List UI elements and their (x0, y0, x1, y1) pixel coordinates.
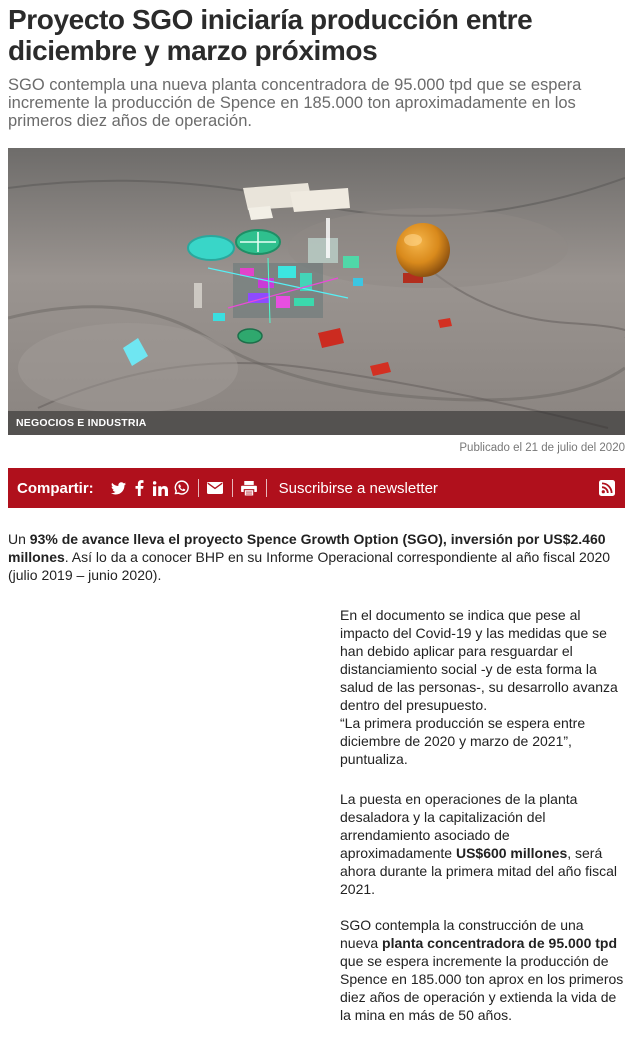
paragraph-concentrator (340, 916, 625, 1024)
category-tag[interactable]: NEGOCIOS E INDUSTRIA (8, 411, 625, 435)
divider (198, 479, 199, 497)
share-bar (8, 468, 625, 508)
quote-text: “La primera producción se espera entre diciembre de 2020 y marzo de 2021”, puntualiza. (340, 715, 586, 767)
linkedin-icon[interactable] (150, 468, 171, 508)
lead-text: Un (8, 531, 30, 547)
facebook-icon[interactable] (129, 468, 150, 508)
paragraph-highlight: planta concentradora de 95.000 tpd (382, 935, 618, 951)
newsletter-link[interactable]: Suscribirse a newsletter (278, 479, 438, 497)
share-label: Compartir: (17, 479, 94, 497)
publish-date: Publicado el 21 de julio del 2020 (459, 442, 625, 454)
rss-icon[interactable] (599, 480, 615, 496)
paragraph-text: La puesta en operaciones de la planta desaladora y la capitalización del arrendamiento asociado de aproximadamente (340, 791, 578, 861)
paragraph-text: , será ahora durante la primera mitad del año fiscal 2021. (340, 845, 618, 897)
article-subtitle: SGO contempla una nueva planta concentradora de 95.000 tpd que se espera incremente la producción de Spence en 185.000 ton aproximadamente en los primeros diez años de operación. (8, 76, 582, 130)
divider (266, 479, 267, 497)
paragraph-text: SGO contempla la construcción de una nueva (340, 917, 584, 951)
paragraph-highlight: US$600 millones (455, 845, 568, 861)
divider (232, 479, 233, 497)
lead-highlight: 93% de avance lleva el proyecto Spence Growth Option (SGO), inversión por US$2.460 millones (8, 531, 606, 565)
paragraph-text: En el documento se indica que pese al impacto del Covid-19 y las medidas que se han debido aplicar para resguardar el distanciamiento social -y de esta forma la salud de las personas-, su desarrollo avanza dentro del presupuesto. (340, 607, 618, 713)
email-icon[interactable] (205, 468, 226, 508)
lead-text: . Así lo da a conocer BHP en su Informe Operacional correspondiente al año fiscal 2020 (julio 2019 – junio 2020). (8, 549, 611, 583)
hero-image (8, 148, 625, 435)
paragraph-desalination (340, 790, 625, 898)
print-icon[interactable] (239, 468, 260, 508)
whatsapp-icon[interactable] (171, 468, 192, 508)
paragraph-text: que se espera incremente la producción de Spence en 185.000 ton aprox en los primeros diez años de operación y extienda la vida de la mina en más de 50 años. (340, 953, 624, 1023)
twitter-icon[interactable] (108, 468, 129, 508)
lead-paragraph (8, 530, 628, 584)
article-title: Proyecto SGO iniciaría producción entre diciembre y marzo próximos (8, 4, 533, 66)
paragraph-covid (340, 606, 625, 768)
